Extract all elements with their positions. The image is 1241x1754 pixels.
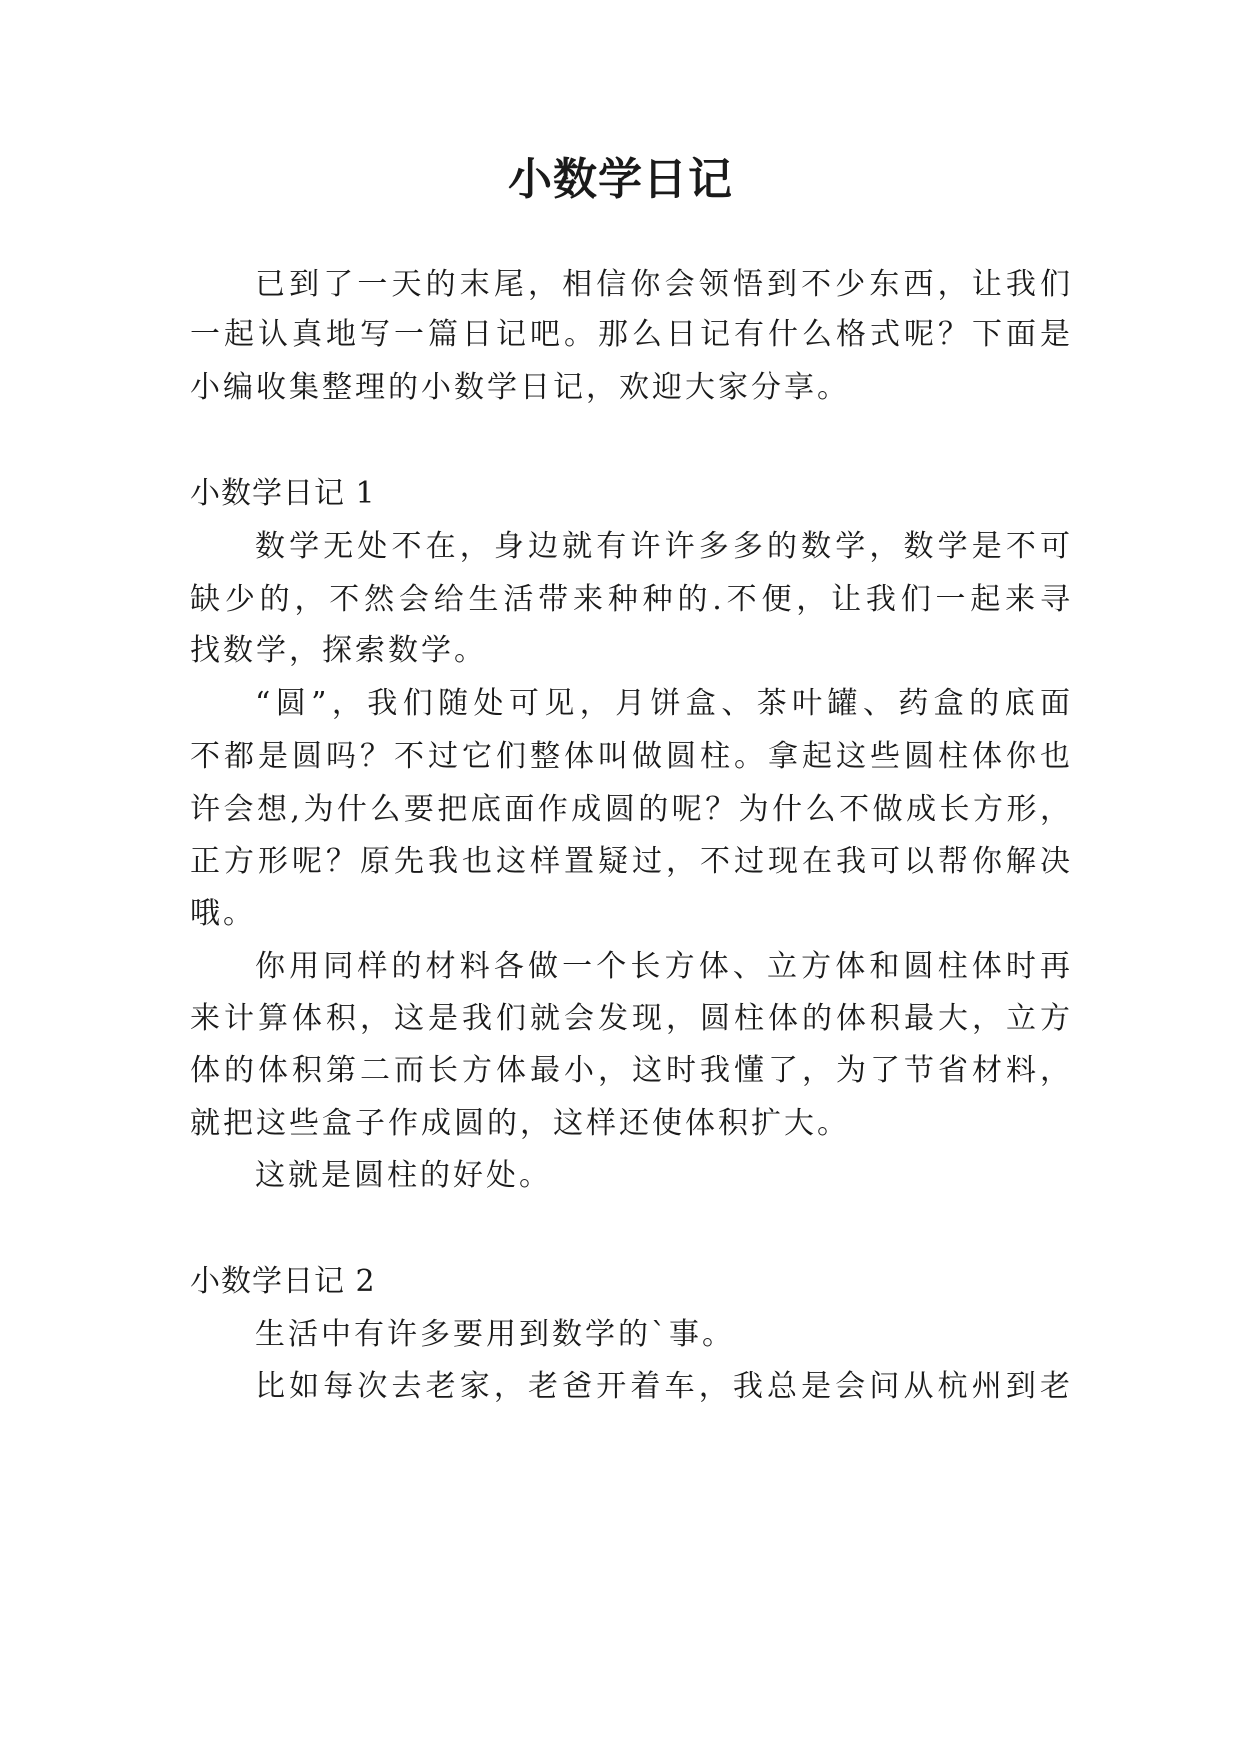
document-title: 小数学日记 [508, 154, 733, 205]
paragraph-line: 数学无处不在，身边就有许许多多的数学，数学是不可 [255, 529, 1070, 564]
paragraph-line: 正方形呢？原先我也这样置疑过，不过现在我可以帮你解决 [190, 844, 1070, 879]
paragraph-line: 一起认真地写一篇日记吧。那么日记有什么格式呢？下面是 [190, 317, 1070, 352]
paragraph-line: 你用同样的材料各做一个长方体、立方体和圆柱体时再 [255, 949, 1070, 984]
paragraph-line: 比如每次去老家，老爸开着车，我总是会问从杭州到老 [255, 1369, 1070, 1404]
paragraph-line: 许会想,为什么要把底面作成圆的呢？为什么不做成长方形， [190, 792, 1070, 827]
paragraph-line: 哦。 [190, 896, 256, 931]
paragraph-line: 已到了一天的末尾，相信你会领悟到不少东西，让我们 [255, 267, 1070, 302]
paragraph-line: 来计算体积，这是我们就会发现，圆柱体的体积最大，立方 [190, 1001, 1070, 1036]
paragraph-line: 体的体积第二而长方体最小，这时我懂了，为了节省材料， [190, 1053, 1070, 1088]
paragraph-line: 不都是圆吗？不过它们整体叫做圆柱。拿起这些圆柱体你也 [190, 739, 1070, 774]
section-heading: 小数学日记 1 [190, 476, 376, 511]
paragraph-line: 小编收集整理的小数学日记，欢迎大家分享。 [190, 370, 850, 405]
paragraph-line: 就把这些盒子作成圆的，这样还使体积扩大。 [190, 1106, 850, 1141]
paragraph-line: 这就是圆柱的好处。 [255, 1158, 552, 1193]
paragraph-line: “圆”，我们随处可见，月饼盒、茶叶罐、药盒的底面 [255, 686, 1070, 721]
paragraph-line: 生活中有许多要用到数学的`事。 [255, 1317, 735, 1352]
paragraph-line: 找数学，探索数学。 [190, 633, 487, 668]
section-heading: 小数学日记 2 [190, 1264, 376, 1299]
paragraph-line: 缺少的，不然会给生活带来种种的.不便，让我们一起来寻 [190, 582, 1070, 617]
